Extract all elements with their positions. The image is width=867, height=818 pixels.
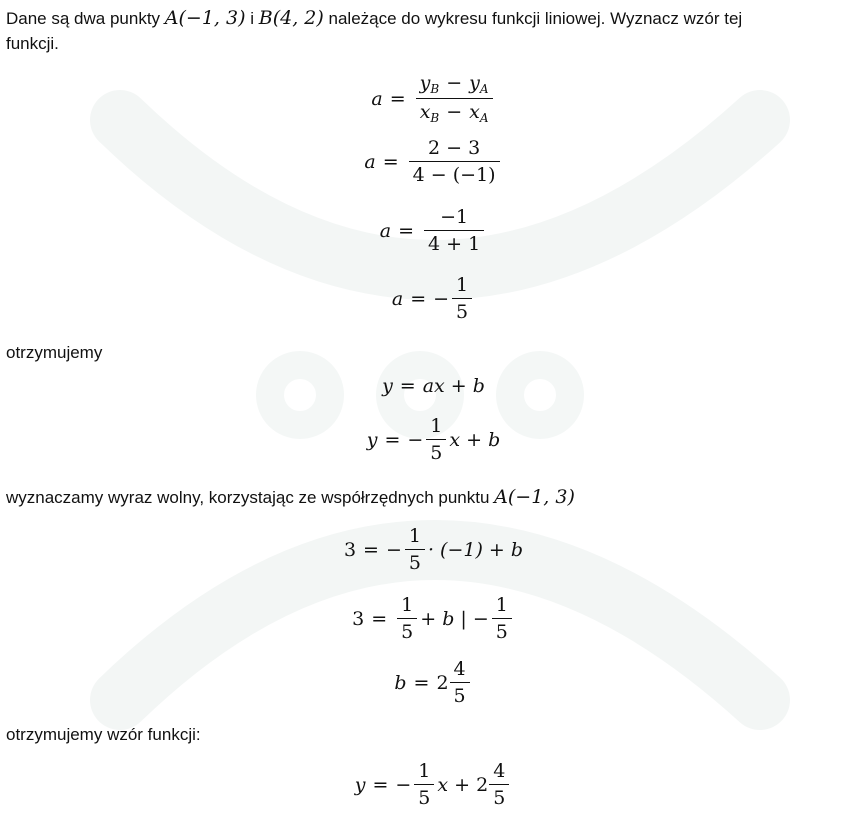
problem-text-1: Dane są dwa punkty bbox=[6, 9, 165, 28]
eq-lhs: a bbox=[391, 287, 404, 310]
sub-a: A bbox=[479, 111, 489, 125]
fraction-denominator: 4 − (−1) bbox=[409, 161, 500, 186]
eq-rest: · (−1) + b bbox=[427, 538, 524, 561]
fraction-numerator bbox=[416, 72, 493, 98]
mixed-number bbox=[476, 760, 512, 809]
fraction-numerator: 1 bbox=[495, 594, 508, 616]
var-y: y bbox=[419, 72, 431, 94]
fraction bbox=[424, 206, 484, 255]
var-x: x bbox=[469, 101, 480, 123]
line-with-slope bbox=[0, 415, 867, 464]
fraction bbox=[492, 594, 512, 643]
eq-lhs: a bbox=[371, 87, 383, 110]
fraction bbox=[414, 760, 434, 809]
text-otrzymujemy: otrzymujemy bbox=[6, 343, 103, 362]
fraction-numerator: 1 bbox=[456, 274, 469, 296]
fraction-denominator: 5 bbox=[450, 682, 470, 707]
fraction-denominator: 5 bbox=[405, 549, 425, 574]
equals-sign: = bbox=[398, 219, 415, 242]
fraction bbox=[405, 525, 425, 574]
fraction-numerator: 2 − 3 bbox=[428, 137, 481, 159]
equals-sign: = bbox=[413, 671, 430, 694]
eq-middle: x + bbox=[437, 773, 477, 796]
eq-lhs: y bbox=[382, 375, 393, 397]
var-x: x bbox=[419, 101, 431, 123]
eq-lhs: y bbox=[366, 428, 378, 451]
eq-rhs: ax + b bbox=[422, 375, 485, 397]
point-a: A(−1, 3) bbox=[164, 7, 246, 29]
point-b: B(4, 2) bbox=[258, 7, 324, 29]
eq-lhs: b bbox=[394, 671, 407, 694]
minus-sign: − bbox=[407, 428, 424, 451]
minus-sign: − bbox=[433, 287, 450, 310]
slope-substitution bbox=[0, 137, 867, 186]
fraction-denominator: 5 bbox=[452, 298, 472, 323]
eq-lhs: 3 bbox=[343, 538, 357, 561]
var-y: y bbox=[469, 72, 480, 94]
fraction bbox=[489, 760, 509, 809]
fraction-numerator: 4 bbox=[453, 658, 466, 680]
equals-sign: = bbox=[371, 607, 388, 630]
equals-sign: = bbox=[410, 287, 427, 310]
intercept-simplify bbox=[0, 594, 867, 643]
equals-sign: = bbox=[363, 538, 379, 561]
eq-rest: x + b bbox=[449, 428, 501, 451]
problem-statement bbox=[6, 6, 742, 56]
fraction-denominator: 5 bbox=[426, 439, 446, 464]
eq-lhs: a bbox=[364, 150, 376, 173]
equals-sign: = bbox=[399, 375, 416, 397]
minus-sign: − bbox=[446, 101, 463, 123]
fraction-denominator: 4 + 1 bbox=[424, 230, 484, 255]
fraction-denominator: 5 bbox=[492, 618, 512, 643]
fraction-denominator: 5 bbox=[397, 618, 417, 643]
equals-sign: = bbox=[389, 87, 406, 110]
equals-sign: = bbox=[382, 150, 399, 173]
point-a: A(−1, 3) bbox=[494, 486, 575, 508]
minus-sign: − bbox=[385, 538, 402, 561]
sub-a: A bbox=[479, 82, 489, 96]
equals-sign: = bbox=[372, 773, 389, 796]
slope-formula bbox=[0, 72, 867, 125]
text-result: otrzymujemy wzór funkcji: bbox=[6, 725, 201, 744]
text-intercept bbox=[6, 485, 575, 510]
minus-sign: − bbox=[446, 72, 463, 94]
sub-b: B bbox=[430, 82, 440, 96]
sub-b: B bbox=[430, 111, 440, 125]
intercept-result bbox=[0, 658, 867, 707]
equals-sign: = bbox=[384, 428, 401, 451]
fraction-numerator: 1 bbox=[401, 594, 414, 616]
intercept-text: wyznaczamy wyraz wolny, korzystając ze współrzędnych punktu bbox=[6, 488, 495, 507]
line-equation bbox=[0, 375, 867, 397]
fraction-numerator: −1 bbox=[440, 206, 469, 228]
eq-lhs: a bbox=[379, 219, 392, 242]
fraction-numerator: 4 bbox=[493, 760, 506, 782]
eq-lhs: y bbox=[354, 773, 366, 796]
eq-middle: + b | − bbox=[420, 607, 489, 630]
fraction bbox=[450, 658, 470, 707]
problem-text-4: funkcji. bbox=[6, 34, 59, 53]
fraction-numerator: 1 bbox=[408, 525, 421, 547]
mixed-whole: 2 bbox=[436, 671, 449, 694]
fraction-denominator: 5 bbox=[414, 784, 434, 809]
problem-text-3: należące do wykresu funkcji liniowej. Wyznacz wzór tej bbox=[323, 9, 743, 28]
mixed-whole: 2 bbox=[476, 773, 489, 796]
fraction-denominator: 5 bbox=[489, 784, 509, 809]
slope-simplify bbox=[0, 206, 867, 255]
fraction bbox=[409, 137, 500, 186]
slope-result bbox=[0, 274, 867, 323]
eq-lhs: 3 bbox=[352, 607, 365, 630]
problem-text-2: i bbox=[245, 9, 259, 28]
fraction bbox=[416, 72, 493, 125]
fraction bbox=[452, 274, 472, 323]
mixed-number bbox=[436, 658, 472, 707]
fraction-numerator: 1 bbox=[430, 415, 443, 437]
intercept-substitution bbox=[0, 525, 867, 574]
fraction bbox=[426, 415, 446, 464]
final-formula bbox=[0, 760, 867, 809]
minus-sign: − bbox=[395, 773, 412, 796]
fraction bbox=[397, 594, 417, 643]
fraction-numerator: 1 bbox=[418, 760, 431, 782]
fraction-denominator bbox=[416, 98, 493, 125]
